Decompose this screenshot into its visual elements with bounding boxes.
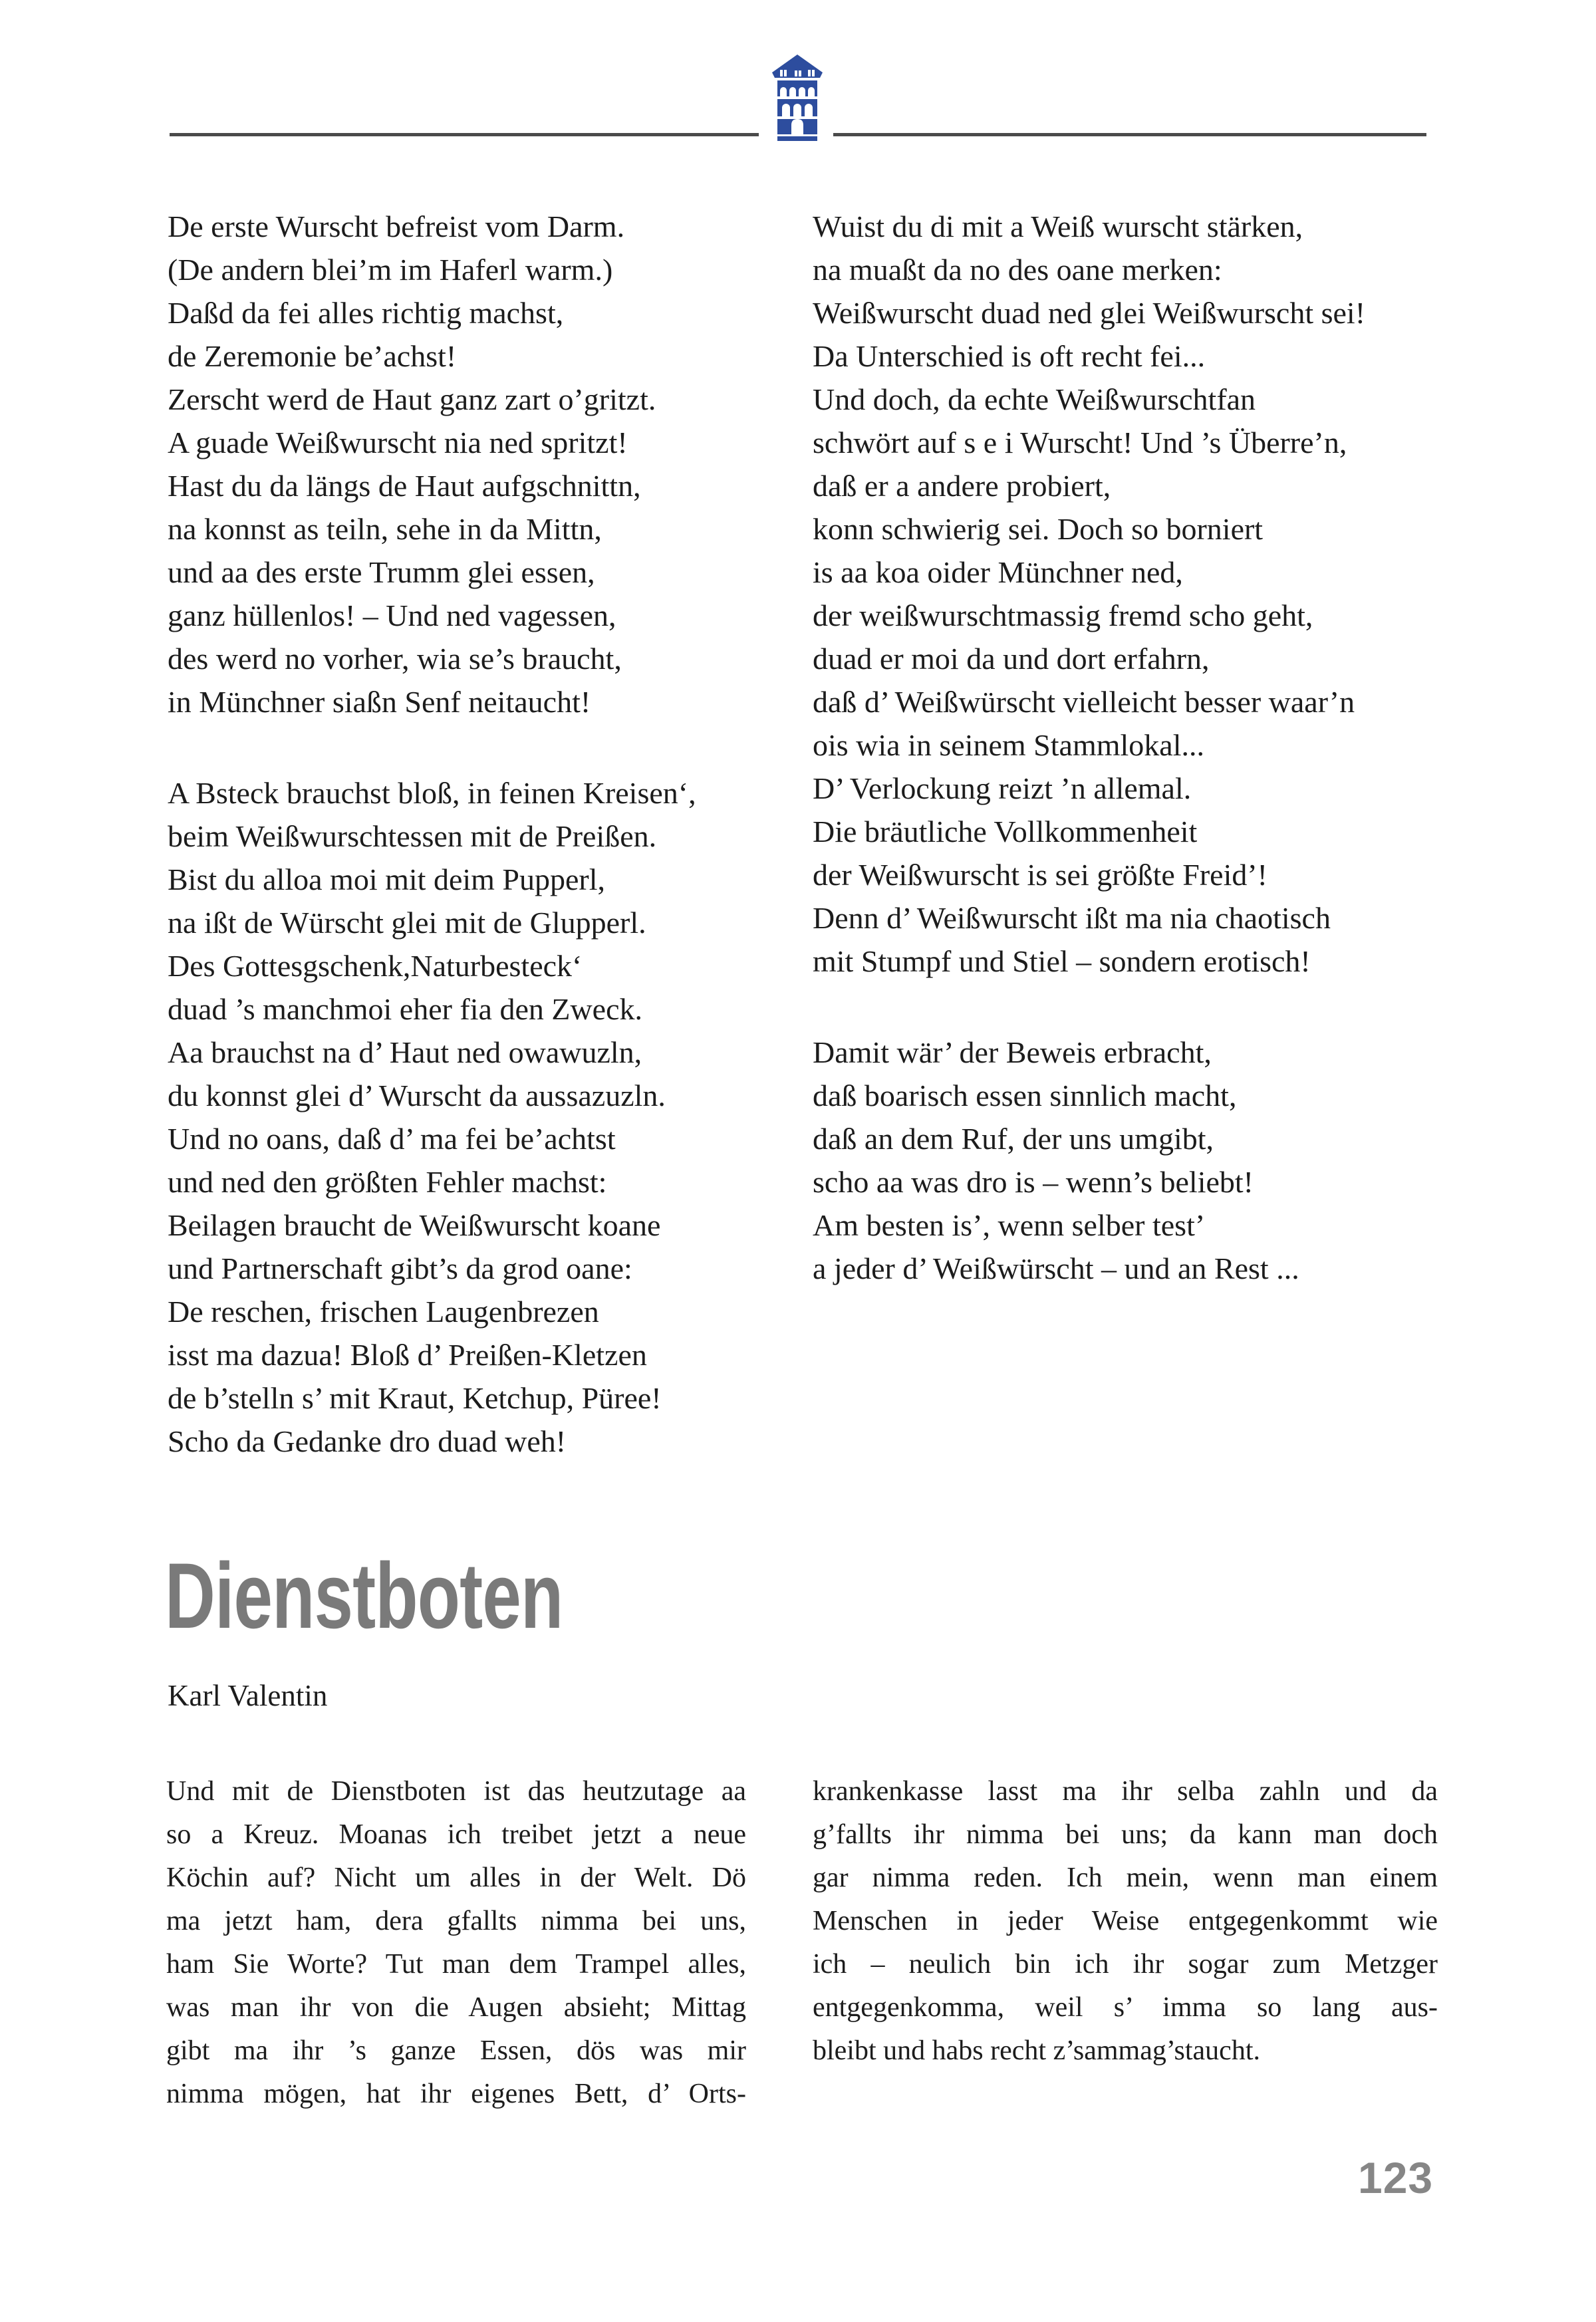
article-author: Karl Valentin xyxy=(168,1679,328,1712)
prose-line: ma jetzt ham, dera gfallts nimma bei uns, xyxy=(166,1906,746,1936)
poem-line: (De andern blei’m im Haferl warm.) xyxy=(168,253,613,287)
poem-line: Aa brauchst na d’ Haut ned owawuzln, xyxy=(168,1035,642,1069)
prose-line: ich – neulich bin ich ihr sogar zum Metzger xyxy=(813,1949,1438,1980)
poem-line: Beilagen braucht de Weißwurscht koane xyxy=(168,1208,661,1242)
prose-line: Köchin auf? Nicht um alles in der Welt. Dö xyxy=(166,1863,746,1893)
header-rule-right xyxy=(833,133,1426,136)
poem-line: daß an dem Ruf, der uns umgibt, xyxy=(813,1122,1214,1156)
prose-line: nimma mögen, hat ihr eigenes Bett, d’ Orts- xyxy=(166,2079,746,2109)
header-rule-left xyxy=(170,133,759,136)
poem-line: der weißwurschtmassig fremd scho geht, xyxy=(813,598,1313,632)
tower-emblem-icon xyxy=(771,55,824,141)
article-column-2 xyxy=(813,1770,1438,2073)
poem-line: is aa koa oider Münchner ned, xyxy=(813,555,1183,589)
article-column-1 xyxy=(166,1770,746,2116)
prose-line: g’fallts ihr nimma bei uns; da kann man doch xyxy=(813,1819,1438,1850)
poem-line: mit Stumpf und Stiel – sondern erotisch! xyxy=(813,944,1311,978)
poem-line: schwört auf s e i Wurscht! Und ’s Überre’n, xyxy=(813,426,1347,459)
poem-line: De reschen, frischen Laugenbrezen xyxy=(168,1295,599,1329)
poem-line: Da Unterschied is oft recht fei... xyxy=(813,339,1206,373)
prose-line: entgegenkomma, weil s’ imma so lang aus- xyxy=(813,1992,1438,2023)
poem-left-stanza-2 xyxy=(168,771,766,1463)
poem-line: Zerscht werd de Haut ganz zart o’gritzt. xyxy=(168,382,656,416)
prose-line: so a Kreuz. Moanas ich treibet jetzt a neue xyxy=(166,1819,746,1850)
poem-line: des werd no vorher, wia se’s braucht, xyxy=(168,642,622,676)
page-number: 123 xyxy=(1358,2153,1434,2202)
poem-line: und Partnerschaft gibt’s da grod oane: xyxy=(168,1251,632,1285)
poem-line: ois wia in seinem Stammlokal... xyxy=(813,728,1204,762)
poem-line: Wuist du di mit a Weiß wurscht stärken, xyxy=(813,209,1303,243)
poem-line: scho aa was dro is – wenn’s beliebt! xyxy=(813,1165,1254,1199)
poem-right-stanza-2 xyxy=(813,1031,1458,1290)
poem-column-left xyxy=(168,205,766,1463)
poem-line: beim Weißwurschtessen mit de Preißen. xyxy=(168,819,657,853)
prose-line: gibt ma ihr ’s ganze Essen, dös was mir xyxy=(166,2035,746,2066)
poem-line: de b’stelln s’ mit Kraut, Ketchup, Püree! xyxy=(168,1381,662,1415)
poem-line: und ned den größten Fehler machst: xyxy=(168,1165,607,1199)
poem-line: Scho da Gedanke dro duad weh! xyxy=(168,1424,567,1458)
poem-line: isst ma dazua! Bloß d’ Preißen-Kletzen xyxy=(168,1338,647,1372)
poem-line: De erste Wurscht befreist vom Darm. xyxy=(168,209,625,243)
poem-line: duad er moi da und dort erfahrn, xyxy=(813,642,1210,676)
poem-line: A guade Weißwurscht nia ned spritzt! xyxy=(168,426,628,459)
prose-line: ham Sie Worte? Tut man dem Trampel alles, xyxy=(166,1949,746,1980)
poem-line: Und no oans, daß d’ ma fei be’achtst xyxy=(168,1122,616,1156)
poem-line: Weißwurscht duad ned glei Weißwurscht sei! xyxy=(813,296,1366,330)
article-title: Dienstboten xyxy=(165,1543,563,1648)
prose-line: bleibt und habs recht z’sammag’staucht. xyxy=(813,2035,1260,2066)
poem-line: Hast du da längs de Haut aufgschnittn, xyxy=(168,469,641,503)
poem-line: na ißt de Würscht glei mit de Glupperl. xyxy=(168,906,646,940)
poem-line: de Zeremonie be’achst! xyxy=(168,339,457,373)
poem-line: daß boarisch essen sinnlich macht, xyxy=(813,1079,1237,1112)
poem-line: und aa des erste Trumm glei essen, xyxy=(168,555,595,589)
poem-line: na muaßt da no des oane merken: xyxy=(813,253,1222,287)
poem-right-stanza-1 xyxy=(813,205,1458,983)
poem-line: daß er a andere probiert, xyxy=(813,469,1111,503)
prose-line: was man ihr von die Augen absieht; Mittag xyxy=(166,1992,746,2023)
poem-line: der Weißwurscht is sei größte Freid’! xyxy=(813,858,1268,892)
poem-line: na konnst as teiln, sehe in da Mittn, xyxy=(168,512,602,546)
poem-left-stanza-1 xyxy=(168,205,766,723)
poem-line: in Münchner siaßn Senf neitaucht! xyxy=(168,685,591,719)
prose-line: Menschen in jeder Weise entgegenkommt wie xyxy=(813,1906,1438,1936)
poem-line: a jeder d’ Weißwürscht – und an Rest ... xyxy=(813,1251,1299,1285)
poem-line: daß d’ Weißwürscht vielleicht besser waar’n xyxy=(813,685,1355,719)
poem-line: Damit wär’ der Beweis erbracht, xyxy=(813,1035,1212,1069)
poem-line: A Bsteck brauchst bloß, in feinen Kreisen‘, xyxy=(168,776,696,810)
poem-column-right xyxy=(813,205,1458,1290)
poem-line: Die bräutliche Vollkommenheit xyxy=(813,815,1198,848)
prose-line: krankenkasse lasst ma ihr selba zahln und da xyxy=(813,1776,1438,1807)
poem-line: Und doch, da echte Weißwurschtfan xyxy=(813,382,1256,416)
tower-emblem-svg xyxy=(771,55,824,141)
poem-line: Des Gottesgschenk,Naturbesteck‘ xyxy=(168,949,583,983)
poem-line: Bist du alloa moi mit deim Pupperl, xyxy=(168,862,606,896)
poem-line: konn schwierig sei. Doch so borniert xyxy=(813,512,1264,546)
poem-line: Denn d’ Weißwurscht ißt ma nia chaotisch xyxy=(813,901,1331,935)
poem-line: du konnst glei d’ Wurscht da aussazuzln. xyxy=(168,1079,666,1112)
prose-line: gar nimma reden. Ich mein, wenn man einem xyxy=(813,1863,1438,1893)
poem-line: D’ Verlockung reizt ’n allemal. xyxy=(813,771,1192,805)
poem-line: Daßd da fei alles richtig machst, xyxy=(168,296,564,330)
poem-line: ganz hüllenlos! – Und ned vagessen, xyxy=(168,598,616,632)
poem-line: duad ’s manchmoi eher fia den Zweck. xyxy=(168,992,643,1026)
prose-line: Und mit de Dienstboten ist das heutzutage aa xyxy=(166,1776,746,1807)
poem-line: Am besten is’, wenn selber test’ xyxy=(813,1208,1206,1242)
